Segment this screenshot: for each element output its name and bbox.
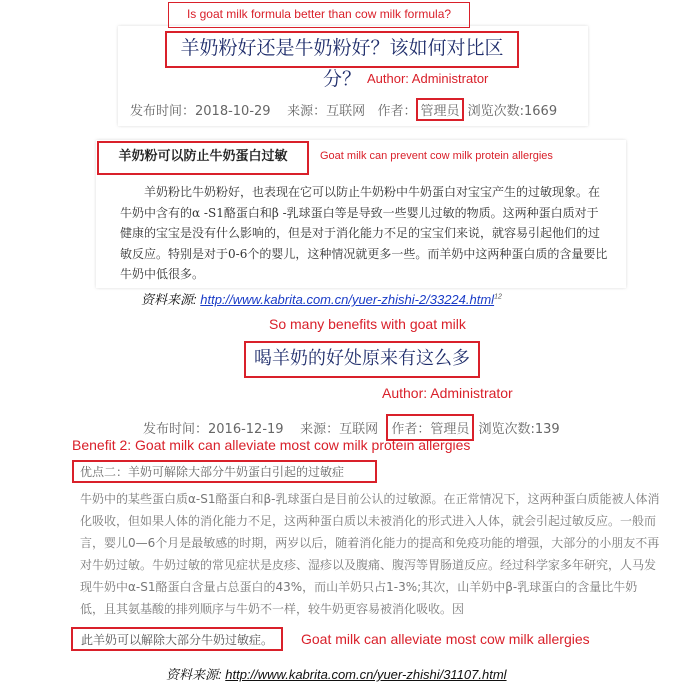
source-label-2: 资料来源: — [166, 667, 226, 682]
meta-text-1: 发布时间：2018-10-29 来源：互联网 作者： — [130, 104, 417, 119]
annotation-en-title-3: So many benefits with goat milk — [269, 316, 466, 332]
benefit-heading-zh: 优点二：羊奶可解除大部分牛奶蛋白引起的过敏症 — [72, 460, 377, 483]
annotation-author-1: Author: Administrator — [367, 71, 489, 86]
article-paragraph-2: 羊奶粉比牛奶粉好，也表现在它可以防止牛奶粉中牛奶蛋白对宝宝产生的过敏现象。在牛奶中含有的α -S1酪蛋白和β -乳球蛋白等是导致一些婴儿过敏的物质。这两种蛋白质对于健康的宝宝是没有什么影响的，但是对于消化能力不足的宝宝们来说，就容易引起他们的过敏反应。特别是对于0-6个的婴儿，这种情况就更多一些。而羊奶中这两种蛋白质的含量要比牛奶中低很多。 — [120, 185, 608, 281]
article-meta-1 — [130, 98, 600, 121]
meta-text-3: 发布时间：2016-12-19 来源：互联网 — [143, 422, 387, 437]
article-paragraph-3: 牛奶中的某些蛋白质α-S1酪蛋白和β-乳球蛋白是目前公认的过敏源。在正常情况下，这两种蛋白质能被人体消化吸收，但如果人体的消化能力不足，这两种蛋白质以未被消化的形式进入人体，就会引起过敏反应。一般而言，婴儿0—6个月是最敏感的时期，两岁以后，随着消化能力的提高和免疫功能的增强，大部分的小朋友不再对牛奶过敏。牛奶过敏的常见症状是皮疹、湿疹以及腹痛、腹泻等胃肠道反应。经过科学家多年研究，人马发现牛奶中α-S1酪蛋白含量占总蛋白的43%，而山羊奶只占1-3%;其次，山羊奶中β-乳球蛋白的含量比牛奶低，且其氨基酸的排列顺序与牛奶不一样，较牛奶更容易被消化吸收。因 — [80, 492, 660, 616]
conclusion-zh: 此羊奶可以解除大部分牛奶过敏症。 — [71, 627, 283, 651]
annotation-benefit-en: Benefit 2: Goat milk can alleviate most cow milk protein allergies — [72, 437, 471, 453]
source-citation-1 — [141, 289, 502, 308]
annotation-conclusion-en: Goat milk can alleviate most cow milk allergies — [301, 631, 590, 647]
meta-views-3: 浏览次数:139 — [474, 422, 560, 437]
article-title-1: 羊奶粉好还是牛奶粉好？该如何对比区分？ — [165, 31, 519, 68]
annotation-en-heading-2: Goat milk can prevent cow milk protein allergies — [320, 150, 553, 162]
meta-views-1: 浏览次数:1669 — [463, 104, 558, 119]
source-link-2[interactable]: http://www.kabrita.com.cn/yuer-zhishi/31107.html — [225, 667, 507, 682]
annotation-author-3: Author: Administrator — [382, 385, 513, 401]
source-link-1[interactable]: http://www.kabrita.com.cn/yuer-zhishi-2/33224.html — [200, 292, 495, 307]
annotation-en-title-1: Is goat milk formula better than cow milk formula? — [168, 2, 470, 28]
source-footnote-1: 12 — [494, 293, 502, 301]
meta-author-3: 作者：管理员 — [386, 414, 474, 441]
source-label-1: 资料来源: — [141, 292, 201, 307]
section-heading-2: 羊奶粉可以防止牛奶蛋白过敏 — [97, 141, 309, 175]
source-citation-2 — [166, 664, 507, 683]
article-title-3: 喝羊奶的好处原来有这么多 — [244, 341, 480, 378]
meta-author-1: 管理员 — [416, 98, 463, 121]
